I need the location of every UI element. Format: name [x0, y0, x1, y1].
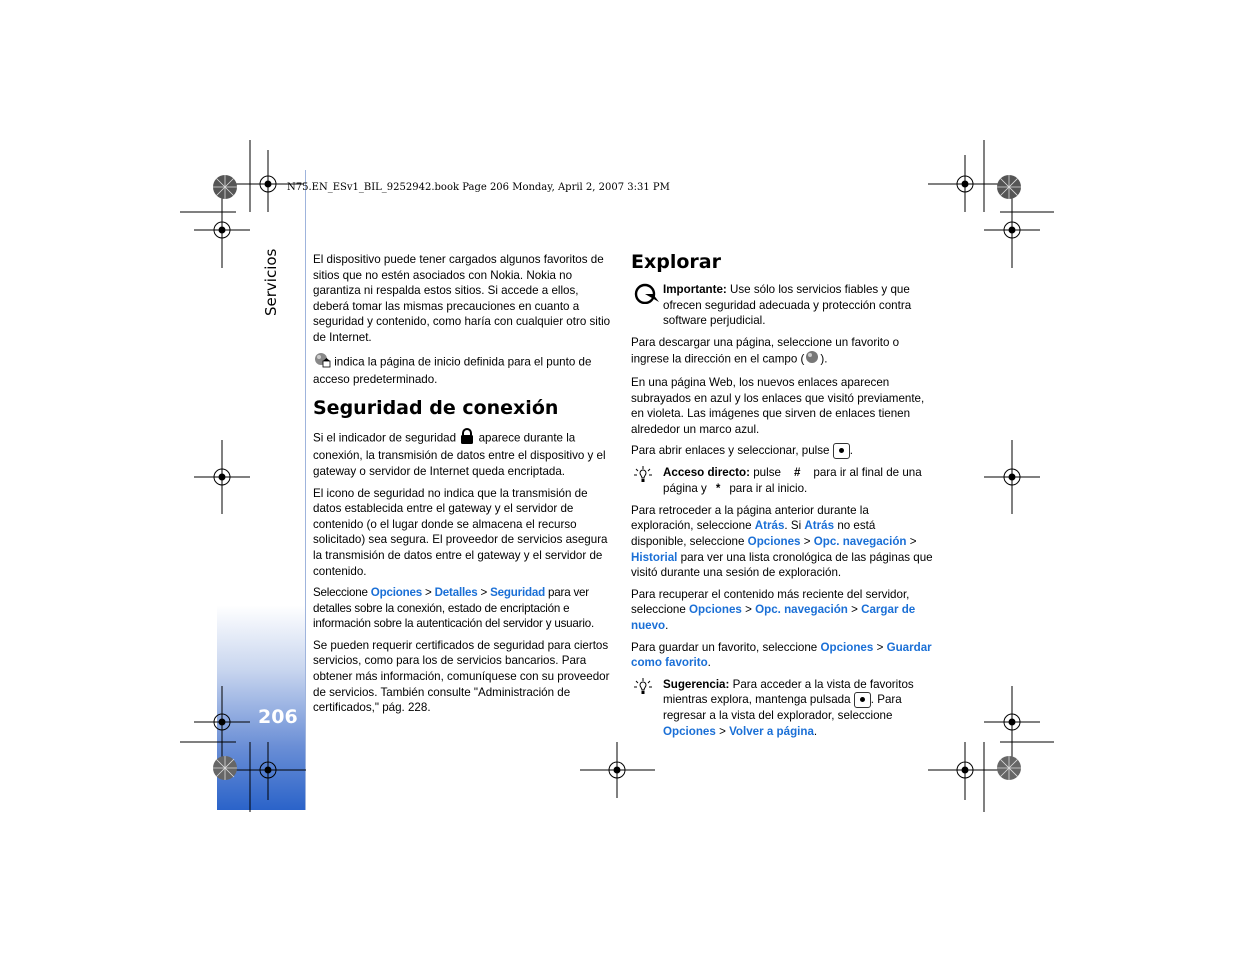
shortcut-label: Acceso directo:	[663, 466, 750, 480]
shortcut-text-b: para ir al final de una página y	[663, 466, 922, 496]
shortcut-text-a: pulse	[753, 466, 781, 480]
right-paragraph-1	[631, 335, 933, 369]
menu-volver-a-pagina: Volver a página	[729, 724, 814, 738]
menu-opciones-2: Opciones	[747, 535, 801, 548]
left-paragraph-3	[313, 428, 613, 480]
menu-atras-2: Atrás	[804, 519, 835, 533]
home-page-text: indica la página de inicio definida para el punto de acceso predeterminado.	[313, 354, 592, 387]
right-paragraph-3	[631, 443, 933, 459]
menu-seguridad: Seguridad	[490, 586, 545, 600]
section-label: Servicios	[262, 248, 280, 316]
important-text: Use sólo los servicios fiables y que ofrecen seguridad adecuada y protección contra software perjudicial.	[663, 283, 912, 328]
navi-key-icon	[854, 692, 871, 708]
home-page-icon	[313, 352, 331, 373]
shortcut-text-c: para ir al inicio.	[729, 482, 808, 496]
save-end: .	[707, 656, 711, 670]
shortcut-tip	[631, 465, 933, 496]
download-text-end: ).	[820, 352, 828, 366]
left-paragraph-4: El icono de seguridad no indica que la transmisión de datos establecida entre el gateway y el servidor de contenido (o el lugar donde se almacena el recurso solicitado) sea segura. El proveedor de servicios asegura la transmisión de datos entre el gateway y el servidor de contenido.	[313, 486, 608, 578]
lightbulb-icon	[633, 677, 653, 702]
right-paragraph-2: En una página Web, los nuevos enlaces aparecen subrayados en azul y los enlaces que visitó previamente, en violeta. Las imágenes que sirven de enlaces tienen alrededor un marco azul.	[631, 375, 925, 436]
right-paragraph-4: Para retroceder a la página anterior durante la exploración, seleccione Atrás. Si Atrás no está disponible, seleccione Opciones > Opc. navegación > Historial para ver una lista cronológica de las páginas que visitó durante una sesión de exploración.	[631, 503, 933, 580]
back-text-b: . Si	[784, 519, 802, 533]
tip-text-a: Para acceder a la vista de favoritos mientras explora, mantenga pulsada	[663, 677, 914, 707]
left-column	[313, 252, 613, 722]
details-text: para ver detalles sobre la conexión, estado de encriptación e información sobre la autenticación del servidor y usuario.	[313, 586, 594, 631]
address-field-icon	[804, 350, 820, 369]
menu-opciones-5: Opciones	[663, 724, 716, 738]
tip-label: Sugerencia:	[663, 677, 730, 691]
star-key-icon: *	[715, 482, 721, 496]
menu-detalles: Detalles	[434, 586, 478, 600]
right-paragraph-5: Para recuperar el contenido más reciente del servidor, seleccione Opciones > Opc. navegación > Cargar de nuevo.	[631, 587, 916, 632]
back-text-a: Para retroceder a la página anterior durante la exploración, seleccione	[631, 503, 869, 533]
menu-guardar-como-favorito: Guardar como favorito	[631, 640, 932, 670]
menu-opciones: Opciones	[370, 586, 422, 600]
menu-opciones-3: Opciones	[689, 603, 742, 617]
select-text: Seleccione	[313, 586, 368, 600]
download-text: Para descargar una página, seleccione un favorito o ingrese la dirección en el campo (	[631, 335, 900, 366]
back-text-d: para ver una lista cronológica de las páginas que visitó durante una sesión de exploración.	[631, 550, 933, 580]
security-text-a: Si el indicador de seguridad	[313, 431, 457, 445]
menu-opciones-4: Opciones	[820, 640, 874, 654]
reload-end: .	[665, 618, 669, 632]
menu-atras-1: Atrás	[754, 519, 785, 533]
left-paragraph-1: El dispositivo puede tener cargados algunos favoritos de sitios que no estén asociados con Nokia. Nokia no garantiza ni respalda estos sitios. Si accede a ellos, deberá tomar las mismas precauciones en cuanto a seguridad y contenido, como haría con cualquier otro sitio de Internet.	[313, 253, 611, 344]
menu-cargar-de-nuevo: Cargar de nuevo	[631, 603, 916, 632]
tip-end: .	[813, 724, 818, 738]
left-paragraph-6: Se pueden requerir certificados de seguridad para ciertos servicios, como para los de servicios bancarios. Para obtener más información, comuníquese con su proveedor de servicios. También consulte "Administración de certificados," pág. 228.	[313, 638, 610, 715]
left-paragraph-5: Seleccione Opciones > Detalles > Seguridad para ver detalles sobre la conexión, estado de encriptación e información sobre la autenticación del servidor y usuario.	[313, 586, 594, 631]
lock-icon	[459, 428, 475, 449]
menu-opc-navegacion: Opc. navegación	[813, 535, 907, 548]
open-links-text: Para abrir enlaces y seleccionar, pulse	[631, 444, 830, 458]
open-links-end: .	[849, 444, 853, 458]
important-label: Importante:	[663, 283, 727, 296]
security-text-b: aparece durante la conexión, la transmisión de datos entre el dispositivo y el gateway o servidor de Internet queda encriptada.	[313, 431, 606, 478]
menu-historial: Historial	[631, 550, 678, 564]
page-number: 206	[258, 706, 298, 728]
back-text-c: no está disponible, seleccione	[631, 519, 876, 548]
menu-opc-navegacion-2: Opc. navegación	[755, 603, 848, 617]
navi-key-icon	[833, 443, 850, 459]
lightbulb-icon	[633, 465, 653, 490]
hash-key-icon: #	[793, 466, 801, 480]
right-column	[631, 252, 933, 746]
suggestion-tip: Sugerencia: Para acceder a la vista de favoritos mientras explora, mantenga pulsada . Para regresar a la vista del explorador, seleccione Opciones > Volver a página.	[631, 677, 933, 740]
important-note	[631, 282, 933, 329]
heading-explorar: Explorar	[631, 251, 721, 273]
left-paragraph-2	[313, 352, 613, 388]
important-icon	[633, 282, 661, 309]
save-text: Para guardar un favorito, seleccione	[631, 640, 818, 654]
right-paragraph-6: Para guardar un favorito, seleccione Opciones > Guardar como favorito.	[631, 640, 932, 670]
reload-text: Para recuperar el contenido más reciente del servidor, seleccione	[631, 587, 910, 617]
print-header: N75.EN_ESv1_BIL_9252942.book Page 206 Monday, April 2, 2007 3:31 PM	[287, 182, 670, 193]
heading-seguridad: Seguridad de conexión	[313, 396, 559, 419]
tip-text-b: . Para regresar a la vista del explorador, seleccione	[663, 693, 902, 723]
